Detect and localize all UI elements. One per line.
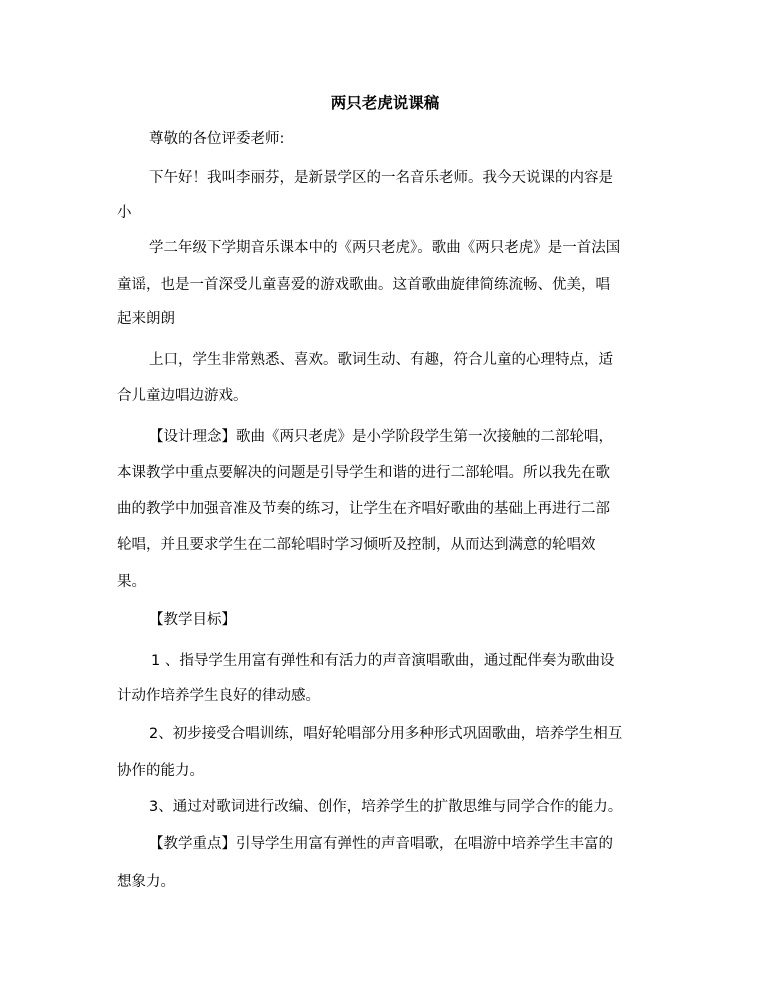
goal-2-line-2: 协作的能力。	[117, 763, 204, 779]
intro-line-5: 起来朗朗	[117, 311, 175, 327]
design-line-5: 果。	[117, 574, 146, 590]
goal-1-line-1: 1 、指导学生用富有弹性和有活力的声音演唱歌曲，通过配伴奏为歌曲设	[151, 653, 615, 669]
intro-line-6: 上口，学生非常熟悉、喜欢。歌词生动、有趣，符合儿童的心理特点，适	[149, 352, 613, 368]
goals-heading: 【教学目标】	[149, 612, 236, 628]
greeting-text: 尊敬的各位评委老师:	[149, 131, 285, 147]
intro-line-3: 学二年级下学期音乐课本中的《两只老虎》。歌曲《两只老虎》是一首法国	[149, 240, 621, 256]
intro-line-2: 小	[117, 205, 132, 221]
design-line-4: 轮唱，并且要求学生在二部轮唱时学习倾听及控制，从而达到满意的轮唱效	[117, 537, 596, 553]
intro-line-7: 合儿童边唱边游戏。	[117, 388, 248, 404]
goal-1-line-2: 计动作培养学生良好的律动感。	[117, 688, 320, 704]
design-line-2: 本课教学中重点要解决的问题是引导学生和谐的进行二部轮唱。所以我先在歌	[117, 465, 610, 481]
document-title: 两只老虎说课稿	[330, 94, 440, 112]
focus-line-2: 想象力。	[117, 874, 175, 890]
intro-line-1: 下午好！我叫李丽芬，是新景学区的一名音乐老师。我今天说课的内容是	[149, 170, 613, 186]
design-line-1: 【设计理念】歌曲《两只老虎》是小学阶段学生第一次接触的二部轮唱，	[149, 429, 613, 445]
intro-line-4: 童谣，也是一首深受儿童喜爱的游戏歌曲。这首歌曲旋律简练流畅、优美，唱	[117, 277, 610, 293]
goal-3-line-1: 3、通过对歌词进行改编、创作，培养学生的扩散思维与同学合作的能力。	[149, 799, 623, 815]
goal-2-line-1: 2、初步接受合唱训练，唱好轮唱部分用多种形式巩固歌曲，培养学生相互	[149, 726, 623, 742]
focus-line-1: 【教学重点】引导学生用富有弹性的声音唱歌，在唱游中培养学生丰富的	[149, 836, 613, 852]
design-line-3: 曲的教学中加强音准及节奏的练习，让学生在齐唱好歌曲的基础上再进行二部	[117, 501, 610, 517]
